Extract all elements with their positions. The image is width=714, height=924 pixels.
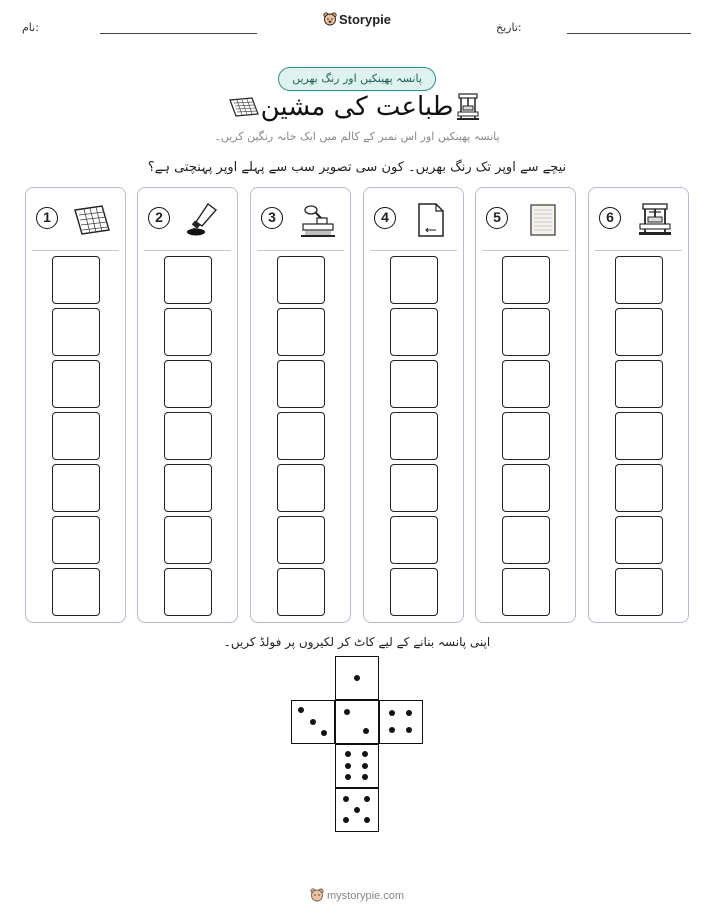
color-cell[interactable] [615, 256, 663, 304]
color-cell[interactable] [390, 464, 438, 512]
dice-pip [364, 817, 370, 823]
color-cell[interactable] [164, 360, 212, 408]
date-label: تاریخ: [496, 21, 522, 34]
activity-pill: پانسہ پھینکیں اور رنگ بھریں [278, 67, 436, 91]
instruction-text: نیچے سے اوپر تک رنگ بھریں۔ کون سی تصویر سب سے پہلے اوپر پہنچتی ہے؟ [147, 160, 567, 175]
color-cell[interactable] [277, 360, 325, 408]
color-cell[interactable] [52, 412, 100, 460]
color-cell[interactable] [277, 412, 325, 460]
color-cell[interactable] [277, 256, 325, 304]
color-cell[interactable] [164, 464, 212, 512]
color-cell[interactable] [52, 360, 100, 408]
date-line[interactable] [567, 33, 691, 34]
color-cell[interactable] [615, 464, 663, 512]
dice-face-6 [335, 744, 379, 788]
color-cell[interactable] [615, 308, 663, 356]
color-cell[interactable] [390, 568, 438, 616]
color-cell[interactable] [277, 308, 325, 356]
column-3 [250, 187, 351, 623]
color-cell[interactable] [502, 308, 550, 356]
dice-pip [344, 709, 350, 715]
column-divider [595, 250, 682, 251]
dice-face-4 [379, 700, 423, 744]
color-cell[interactable] [277, 516, 325, 564]
color-cell[interactable] [502, 464, 550, 512]
column-number-badge: 3 [261, 207, 283, 229]
brand-logo [0, 12, 714, 27]
column-6 [588, 187, 689, 623]
column-2 [137, 187, 238, 623]
column-divider [144, 250, 231, 251]
bear-logo-icon [323, 12, 337, 26]
column-number-badge: 4 [374, 207, 396, 229]
color-cell[interactable] [164, 516, 212, 564]
color-cell[interactable] [615, 516, 663, 564]
color-cell[interactable] [52, 308, 100, 356]
brand-name: Storypie [338, 12, 391, 27]
dice-pip [343, 796, 349, 802]
column-number-badge: 2 [148, 207, 170, 229]
column-divider [257, 250, 344, 251]
color-cell[interactable] [52, 516, 100, 564]
printing-press-icon [635, 202, 675, 238]
bear-logo-icon [310, 888, 324, 902]
color-cell[interactable] [615, 360, 663, 408]
color-cell[interactable] [390, 516, 438, 564]
dice-pip [354, 807, 360, 813]
printing-press-icon [455, 92, 481, 122]
color-cell[interactable] [277, 464, 325, 512]
stamp-press-icon [297, 202, 337, 238]
dice-pip [310, 719, 316, 725]
dice-pip [343, 817, 349, 823]
paper-sheet-icon [410, 202, 450, 238]
footer-url[interactable]: mystorypie.com [326, 890, 405, 902]
color-cell[interactable] [502, 516, 550, 564]
scroll-icon [522, 202, 562, 238]
color-cell[interactable] [164, 308, 212, 356]
column-divider [482, 250, 569, 251]
column-1 [25, 187, 126, 623]
cut-instruction: اپنی پانسہ بنانے کے لیے کاٹ کر لکیروں پر فولڈ کریں۔ [223, 635, 491, 649]
color-cell[interactable] [164, 412, 212, 460]
ink-tube-icon [184, 202, 224, 238]
dice-face-3 [291, 700, 335, 744]
color-cell[interactable] [615, 568, 663, 616]
dice-pip [406, 727, 412, 733]
color-cell[interactable] [390, 412, 438, 460]
dice-pip [362, 763, 368, 769]
type-tray-icon [72, 202, 112, 238]
name-label: نام: [22, 21, 39, 34]
color-cell[interactable] [502, 360, 550, 408]
color-cell[interactable] [390, 308, 438, 356]
column-number-badge: 6 [599, 207, 621, 229]
column-divider [370, 250, 457, 251]
dice-pip [389, 727, 395, 733]
color-cell[interactable] [502, 412, 550, 460]
dice-pip [345, 763, 351, 769]
page-title: طباعت کی مشین [260, 92, 454, 122]
dice-pip [345, 774, 351, 780]
color-cell[interactable] [502, 568, 550, 616]
dice-pip [406, 710, 412, 716]
color-cell[interactable] [277, 568, 325, 616]
footer [0, 888, 714, 902]
dice-pip [362, 774, 368, 780]
dice-pip [364, 796, 370, 802]
dice-pip [389, 710, 395, 716]
name-line[interactable] [100, 33, 257, 34]
color-cell[interactable] [615, 412, 663, 460]
dice-face-5 [335, 788, 379, 832]
column-number-badge: 5 [486, 207, 508, 229]
color-cell[interactable] [52, 464, 100, 512]
dice-pip [298, 707, 304, 713]
dice-face-2 [335, 700, 379, 744]
color-cell[interactable] [502, 256, 550, 304]
color-cell[interactable] [390, 360, 438, 408]
dice-pip [354, 675, 360, 681]
dice-pip [321, 730, 327, 736]
dice-pip [363, 728, 369, 734]
dice-pip [362, 751, 368, 757]
dice-face-1 [335, 656, 379, 700]
color-cell[interactable] [164, 568, 212, 616]
column-4 [363, 187, 464, 623]
dice-pip [345, 751, 351, 757]
color-cell[interactable] [52, 568, 100, 616]
color-cell[interactable] [390, 256, 438, 304]
color-cell[interactable] [164, 256, 212, 304]
column-5 [475, 187, 576, 623]
page-subtitle: پانسہ پھینکیں اور اس نمبر کے کالم میں ایک خانہ رنگین کریں۔ [214, 130, 500, 143]
column-divider [32, 250, 119, 251]
column-number-badge: 1 [36, 207, 58, 229]
color-cell[interactable] [52, 256, 100, 304]
